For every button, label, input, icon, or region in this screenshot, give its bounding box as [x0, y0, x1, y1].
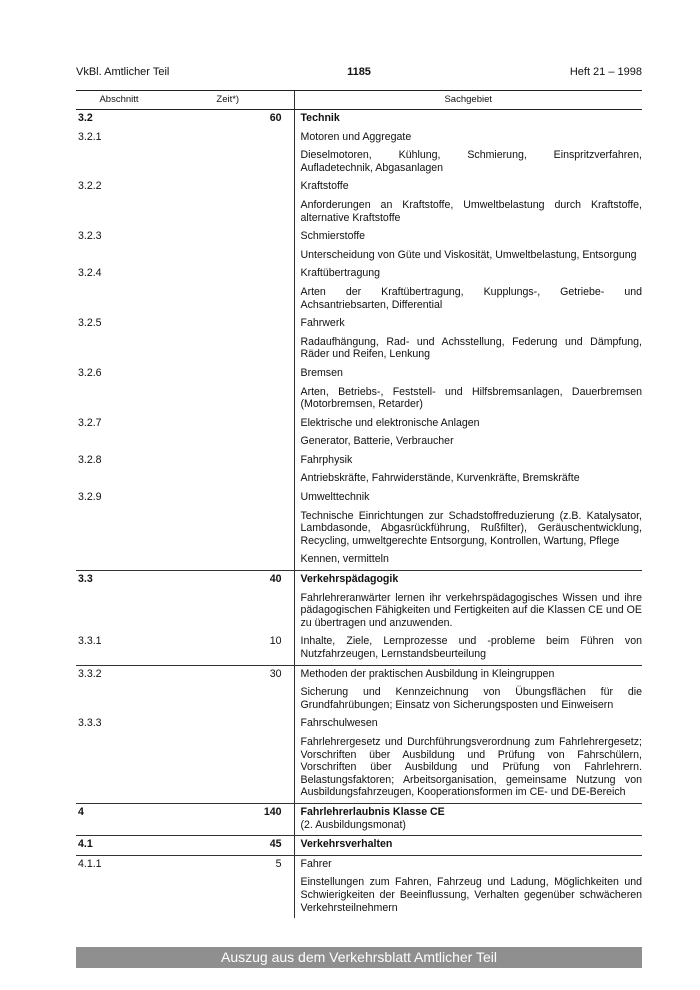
- subject-cell: [294, 265, 642, 284]
- table-row: [76, 489, 642, 508]
- subject-cell: [294, 874, 642, 918]
- journal-name: VkBl. Amtlicher Teil: [76, 66, 170, 78]
- column-header-zeit: Zeit*): [162, 91, 294, 110]
- subject-text: Methoden der praktischen Ausbildung in Kleingruppen: [300, 667, 555, 680]
- table-row: [76, 178, 642, 197]
- time-hours: 5: [162, 855, 294, 874]
- table-row: [76, 147, 642, 178]
- subject-cell: [294, 571, 642, 590]
- table-row: [76, 334, 642, 365]
- subject-cell: [294, 803, 642, 835]
- time-hours: [162, 247, 294, 266]
- table-body: [76, 110, 642, 919]
- table-row: [76, 633, 642, 665]
- footer-banner: Auszug aus dem Verkehrsblatt Amtlicher Teil: [76, 947, 642, 968]
- subject-text: Fahrer: [300, 857, 332, 870]
- subject-cell: [294, 334, 642, 365]
- subject-cell: [294, 110, 642, 129]
- subject-text: Antriebskräfte, Fahrwiderstände, Kurvenkräfte, Bremskräfte: [300, 472, 580, 485]
- subject-cell: [294, 836, 642, 856]
- subject-cell: [294, 433, 642, 452]
- time-hours: [162, 129, 294, 148]
- page-number: 1185: [347, 66, 371, 78]
- subject-cell: [294, 315, 642, 334]
- table-row: [76, 571, 642, 590]
- table-row: [76, 551, 642, 570]
- section-number: [76, 470, 162, 489]
- time-hours: 60: [162, 110, 294, 129]
- subject-text: Technische Einrichtungen zur Schadstoffreduzierung (z.B. Katalysator, Lambdasonde, Abgasrückführung, Rußfilter), Geräuschentwicklung, Recycling, umweltgerechte Entsorgung, Kontrollen, Wartung, Pflege: [300, 509, 642, 547]
- issue-label: Heft 21 – 1998: [569, 66, 642, 78]
- table-row: [76, 265, 642, 284]
- time-hours: [162, 551, 294, 570]
- section-number: 3.3.2: [76, 665, 162, 684]
- subject-text: Fahrlehreranwärter lernen ihr verkehrspädagogisches Wissen und ihre pädagogischen Fähigkeiten und Fertigkeiten auf die Klassen CE und OE zu übertragen und anzuwenden.: [300, 591, 642, 629]
- subject-text: Arten, Betriebs-, Feststell- und Hilfsbremsanlagen, Dauerbremsen (Motorbremsen, Retarder): [300, 385, 642, 411]
- time-hours: [162, 433, 294, 452]
- section-number: 3.2.4: [78, 267, 102, 280]
- time-hours: [162, 178, 294, 197]
- subject-cell: [294, 178, 642, 197]
- section-number: 4.1: [76, 836, 162, 856]
- subject-text: Schmierstoffe: [300, 230, 366, 243]
- table-row: [76, 284, 642, 315]
- subject-cell: [294, 590, 642, 634]
- subject-text: Technik: [300, 112, 340, 124]
- subject-text: Fahrphysik: [300, 453, 353, 466]
- time-hours: 40: [162, 571, 294, 590]
- table-row: [76, 508, 642, 552]
- table-row: [76, 855, 642, 874]
- subject-text: Kennen, vermitteln: [300, 553, 389, 566]
- time-hours: [162, 489, 294, 508]
- section-number: [76, 147, 162, 178]
- subject-cell: [294, 633, 642, 665]
- table-row: [76, 247, 642, 266]
- section-number: 3.2: [76, 110, 162, 129]
- time-hours: [162, 265, 294, 284]
- time-hours: [162, 470, 294, 489]
- table-row: [76, 836, 642, 856]
- table-row: [76, 415, 642, 434]
- subject-text: Verkehrsverhalten: [300, 838, 393, 851]
- subject-cell: [294, 715, 642, 734]
- curriculum-table: [76, 90, 642, 918]
- table-row: [76, 228, 642, 247]
- section-number: [76, 384, 162, 415]
- subject-cell: [294, 665, 642, 684]
- table-row: [76, 384, 642, 415]
- subject-cell: [294, 197, 642, 228]
- section-number: 3.3.1: [78, 635, 102, 648]
- time-hours: [162, 415, 294, 434]
- subject-text: Unterscheidung von Güte und Viskosität, Umweltbelastung, Entsorgung: [300, 248, 637, 261]
- time-hours: [162, 365, 294, 384]
- subject-text: Motoren und Aggregate: [300, 130, 412, 143]
- table-row: [76, 110, 642, 129]
- subject-text: Fahrlehrergesetz und Durchführungsverordnung zum Fahrlehrergesetz; Vorschriften über Ausbildung und Prüfung von Fahrschülern, Vorschriften über Ausbildung und Prüfung von Fahrlehrern. Belastungsfaktoren; Arbeitsorganisation, gemeinsame Nutzung von Ausbildungsfahrzeugen, Kooperationsformen im CE- und DE-Bereich: [300, 735, 642, 799]
- table-row: [76, 874, 642, 918]
- time-hours: [162, 715, 294, 734]
- table-row: [76, 452, 642, 471]
- subject-cell: [294, 734, 642, 803]
- subject-cell: [294, 508, 642, 552]
- time-hours: [162, 334, 294, 365]
- table-row: [76, 684, 642, 715]
- subject-cell: [294, 384, 642, 415]
- time-hours: 30: [162, 665, 294, 684]
- subject-text: Arten der Kraftübertragung, Kupplungs-, Getriebe- und Achsantriebsarten, Differential: [300, 285, 642, 311]
- time-hours: [162, 734, 294, 803]
- subject-text: Kraftübertragung: [300, 267, 381, 280]
- section-number: 3.2.2: [78, 180, 102, 193]
- time-hours: [162, 315, 294, 334]
- subject-cell: [294, 415, 642, 434]
- time-hours: [162, 452, 294, 471]
- time-hours: [162, 508, 294, 552]
- table-row: [76, 433, 642, 452]
- section-number: 3.3: [76, 571, 162, 590]
- subject-cell: [294, 365, 642, 384]
- time-hours: [162, 684, 294, 715]
- column-header-abschnitt: Abschnitt: [76, 91, 162, 110]
- time-hours: [162, 590, 294, 634]
- time-hours: [162, 874, 294, 918]
- table-header-row: [76, 91, 642, 110]
- subject-cell: [294, 228, 642, 247]
- section-number: 4: [76, 803, 162, 835]
- subject-text: Anforderungen an Kraftstoffe, Umweltbelastung durch Kraftstoffe, alternative Kraftstoffe: [300, 198, 642, 224]
- table-row: [76, 803, 642, 835]
- subject-text: Umwelttechnik: [300, 491, 370, 504]
- subject-cell: [294, 284, 642, 315]
- subject-text: Sicherung und Kennzeichnung von Übungsflächen für die Grundfahrübungen; Einsatz von Sicherungsposten und Einweisern: [300, 686, 642, 711]
- subject-cell: [294, 129, 642, 148]
- section-number: [76, 551, 162, 570]
- subject-cell: [294, 247, 642, 266]
- section-number: [76, 197, 162, 228]
- time-hours: 140: [162, 803, 294, 835]
- section-number: 3.2.7: [78, 416, 102, 429]
- section-number: [76, 874, 162, 918]
- table-row: [76, 365, 642, 384]
- section-number: 4.1.1: [76, 855, 162, 874]
- subject-text: Kraftstoffe: [300, 180, 349, 193]
- subject-text: Bremsen: [300, 366, 343, 379]
- subject-text: Elektrische und elektronische Anlagen: [300, 416, 480, 429]
- section-number: [76, 433, 162, 452]
- section-number: [76, 734, 162, 803]
- column-header-sachgebiet: Sachgebiet: [294, 91, 642, 110]
- time-hours: 45: [162, 836, 294, 856]
- section-number: 3.2.3: [78, 230, 102, 243]
- table-row: [76, 315, 642, 334]
- section-number: 3.2.6: [78, 366, 102, 379]
- subject-cell: [294, 855, 642, 874]
- subject-cell: [294, 470, 642, 489]
- subject-text: Verkehrspädagogik: [300, 573, 399, 586]
- section-number: [76, 247, 162, 266]
- time-hours: [162, 147, 294, 178]
- table-row: [76, 715, 642, 734]
- table-row: [76, 734, 642, 803]
- table-row: [76, 129, 642, 148]
- subject-cell: [294, 684, 642, 715]
- table-row: [76, 470, 642, 489]
- section-number: [76, 334, 162, 365]
- subject-text: Dieselmotoren, Kühlung, Schmierung, Einspritzverfahren, Aufladetechnik, Abgasanlagen: [300, 149, 642, 174]
- subject-text: Generator, Batterie, Verbraucher: [300, 435, 454, 448]
- subject-text: Inhalte, Ziele, Lernprozesse und -probleme beim Führen von Nutzfahrzeugen, Lernstandsbeurteilung: [300, 635, 642, 660]
- subject-cell: [294, 551, 642, 570]
- subject-text: Einstellungen zum Fahren, Fahrzeug und Ladung, Möglichkeiten und Schwierigkeiten der Beeinflussung, Verhalten gegenüber schwächeren Verkehrsteilnehmern: [300, 876, 642, 914]
- subject-cell: [294, 489, 642, 508]
- time-hours: [162, 228, 294, 247]
- page-header: [76, 64, 642, 80]
- section-number: [76, 284, 162, 315]
- time-hours: [162, 284, 294, 315]
- time-hours: [162, 197, 294, 228]
- section-number: 3.2.1: [78, 130, 102, 143]
- section-number: [76, 508, 162, 552]
- subject-cell: [294, 147, 642, 178]
- table-row: [76, 590, 642, 634]
- table-row: [76, 665, 642, 684]
- subject-text: Radaufhängung, Rad- und Achsstellung, Federung und Dämpfung, Räder und Reifen, Lenkung: [300, 335, 642, 361]
- time-hours: 10: [269, 635, 282, 648]
- section-number: 3.2.9: [78, 491, 102, 504]
- subject-text: Fahrschulwesen: [300, 717, 378, 730]
- subject-text: Fahrlehrerlaubnis Klasse CE: [300, 805, 445, 818]
- section-number: 3.2.5: [78, 317, 102, 330]
- section-number: 3.3.3: [78, 717, 102, 730]
- subject-cell: [294, 452, 642, 471]
- subject-subtext: (2. Ausbildungsmonat): [300, 818, 406, 831]
- time-hours: [162, 384, 294, 415]
- table-row: [76, 197, 642, 228]
- section-number: [76, 590, 162, 634]
- subject-text: Fahrwerk: [300, 317, 345, 330]
- section-number: 3.2.8: [78, 453, 102, 466]
- section-number: [76, 684, 162, 715]
